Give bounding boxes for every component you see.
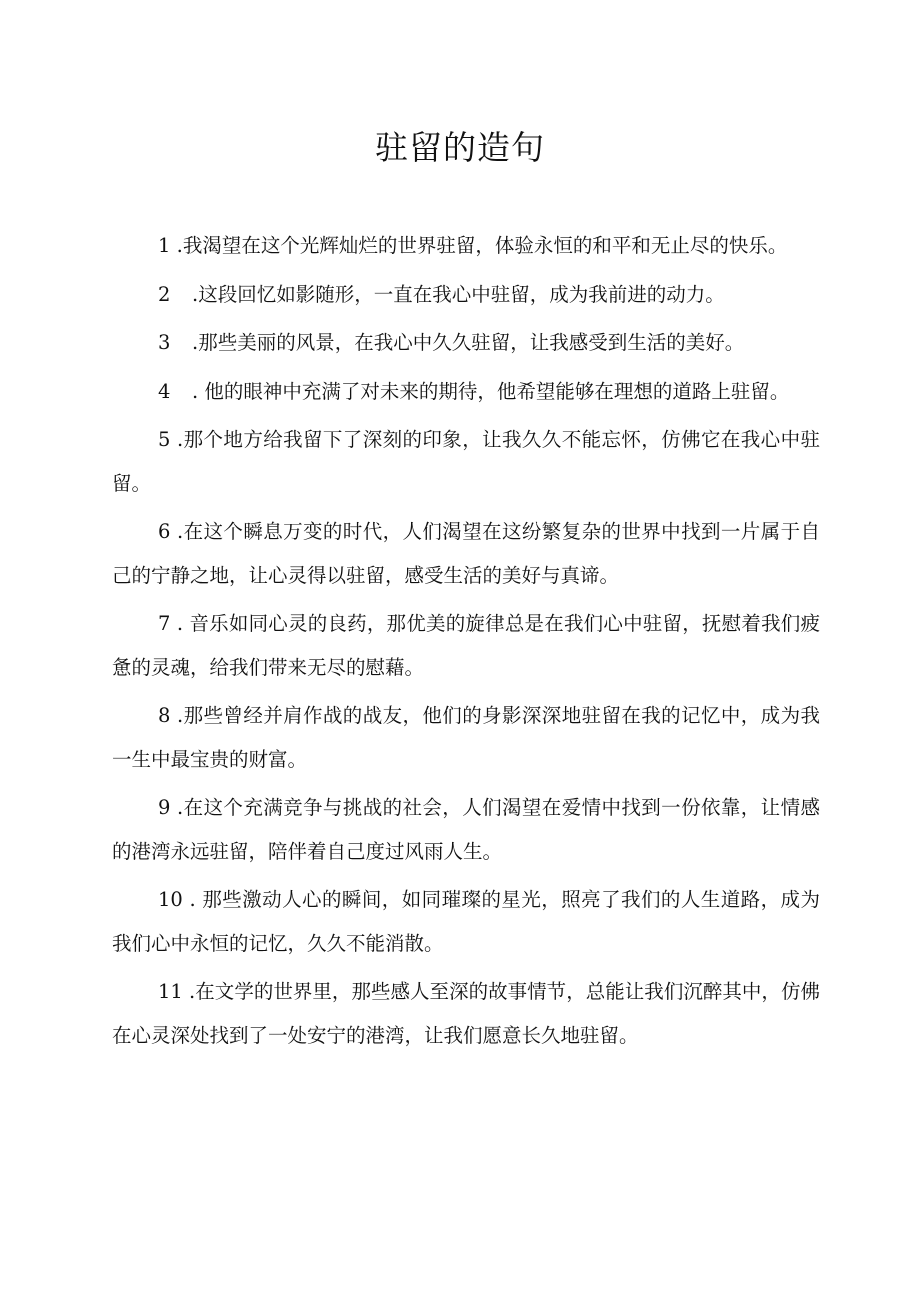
item-number: 9	[158, 796, 171, 819]
item-number: 4	[158, 379, 171, 403]
item-separator: .	[170, 704, 184, 727]
list-item	[112, 602, 820, 689]
list-item	[112, 510, 820, 597]
list-item	[112, 418, 820, 505]
list-item	[112, 694, 820, 781]
item-number: 1	[158, 234, 171, 257]
item-text: 他的眼神中充满了对未来的期待，他希望能够在理想的道路上驻留。	[204, 379, 790, 403]
item-separator: .	[192, 282, 199, 306]
list-item	[112, 786, 820, 873]
item-text: 在文学的世界里，那些感人至深的故事情节，总能让我们沉醉其中，仿佛在心灵深处找到了一处安宁的港湾，让我们愿意长久地驻留。	[112, 980, 820, 1047]
item-separator: .	[182, 888, 203, 911]
item-separator: .	[170, 796, 184, 819]
item-text: 那些激动人心的瞬间，如同璀璨的星光，照亮了我们的人生道路，成为我们心中永恒的记忆，久久不能消散。	[112, 888, 820, 955]
list-item	[112, 370, 820, 414]
item-separator: .	[182, 980, 196, 1003]
item-separator: .	[170, 234, 183, 257]
list-item	[112, 224, 820, 268]
item-number: 8	[158, 704, 171, 727]
item-text: 在这个充满竞争与挑战的社会，人们渴望在爱情中找到一份依靠，让情感的港湾永远驻留，陪伴着自己度过风雨人生。	[112, 796, 820, 863]
item-separator: .	[170, 612, 190, 635]
item-number: 6	[158, 520, 171, 543]
item-text: 那个地方给我留下了深刻的印象，让我久久不能忘怀，仿佛它在我心中驻留。	[112, 428, 820, 495]
item-text: 我渴望在这个光辉灿烂的世界驻留，体验永恒的和平和无止尽的快乐。	[182, 234, 788, 257]
item-number: 11	[158, 980, 183, 1003]
item-number: 10	[158, 888, 183, 911]
page-title: 驻留的造句	[375, 128, 545, 167]
item-text: 那些曾经并肩作战的战友，他们的身影深深地驻留在我的记忆中，成为我一生中最宝贵的财富。	[112, 704, 820, 771]
item-text: 音乐如同心灵的良药，那优美的旋律总是在我们心中驻留，抚慰着我们疲惫的灵魂，给我们带来无尽的慰藉。	[112, 612, 820, 679]
item-separator: .	[192, 379, 205, 403]
item-separator: .	[192, 331, 199, 354]
list-item	[112, 321, 820, 365]
item-text: 那些美丽的风景，在我心中久久驻留，让我感受到生活的美好。	[198, 331, 745, 354]
item-separator: .	[170, 428, 184, 451]
list-item	[112, 970, 820, 1057]
item-separator: .	[170, 520, 184, 543]
list-item	[112, 273, 820, 317]
list-item	[112, 878, 820, 965]
item-text: 这段回忆如影随形，一直在我心中驻留，成为我前进的动力。	[198, 282, 725, 306]
item-text: 在这个瞬息万变的时代，人们渴望在这纷繁复杂的世界中找到一片属于自己的宁静之地，让心灵得以驻留，感受生活的美好与真谛。	[112, 520, 820, 587]
sentence-list	[112, 224, 820, 1062]
item-number: 3	[158, 331, 171, 354]
item-number: 5	[158, 428, 171, 451]
item-number: 2	[158, 282, 171, 306]
item-number: 7	[158, 612, 171, 635]
